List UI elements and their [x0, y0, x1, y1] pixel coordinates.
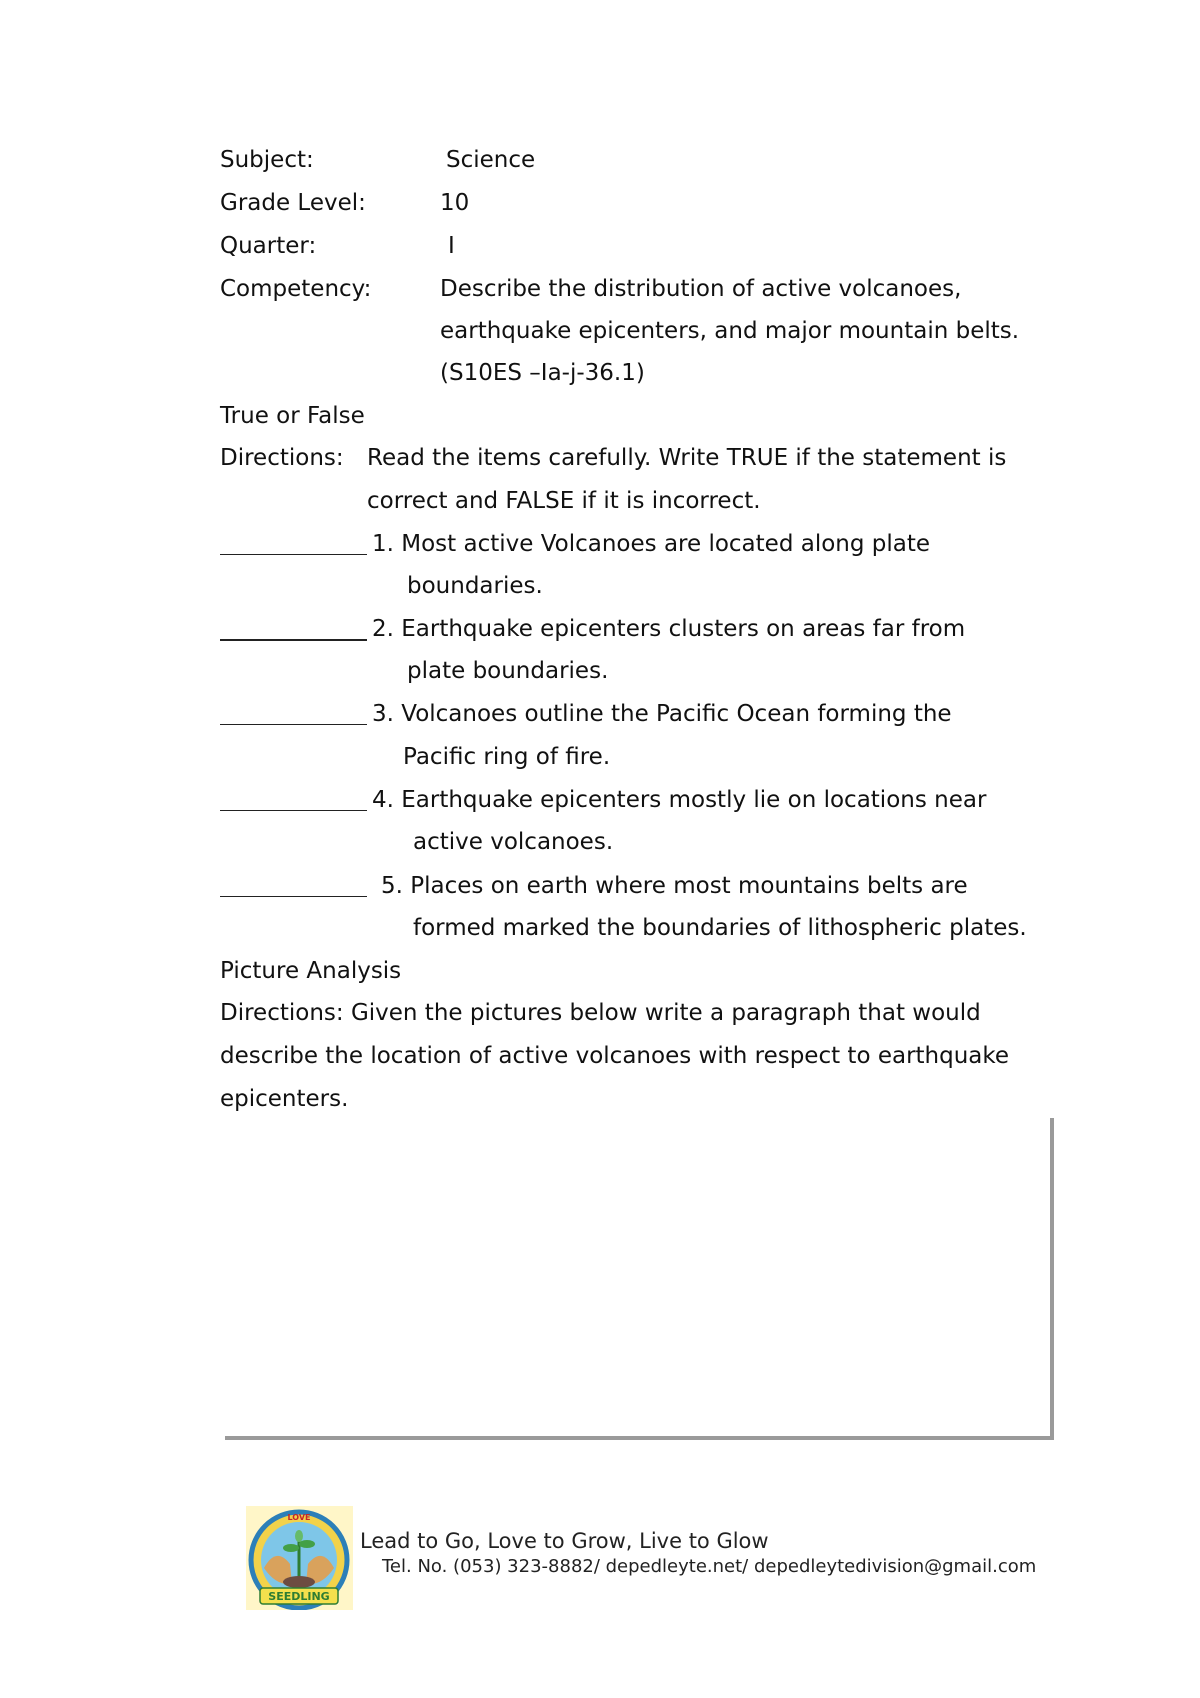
answer-blank-5[interactable]: [220, 896, 367, 897]
picture-directions: epicenters.: [220, 1086, 349, 1112]
question-2: 2. Earthquake epicenters clusters on areas far from: [372, 616, 966, 642]
footer-motto: Lead to Go, Love to Grow, Live to Glow: [360, 1529, 769, 1553]
picture-directions: describe the location of active volcanoes with respect to earthquake: [220, 1043, 1010, 1069]
section-title-picture-analysis: Picture Analysis: [220, 958, 402, 984]
directions-text: correct and FALSE if it is incorrect.: [367, 488, 761, 514]
question-3: 3. Volcanoes outline the Pacific Ocean forming the: [372, 701, 952, 727]
question-2-continued: plate boundaries.: [407, 658, 609, 684]
directions-label: Directions:: [220, 445, 344, 471]
picture-directions: Directions: Given the pictures below write a paragraph that would: [220, 1000, 981, 1026]
question-5: 5. Places on earth where most mountains belts are: [381, 873, 968, 899]
competency-line: earthquake epicenters, and major mountain belts.: [440, 318, 1020, 344]
grade-level-label: Grade Level:: [220, 190, 366, 216]
competency-line: Describe the distribution of active volcanoes,: [440, 276, 962, 302]
answer-blank-3[interactable]: [220, 724, 367, 725]
competency-code: (S10ES –Ia-j-36.1): [440, 360, 645, 386]
answer-blank-1[interactable]: [220, 554, 367, 555]
question-1-continued: boundaries.: [407, 573, 543, 599]
answer-box-right-border: [1050, 1118, 1054, 1440]
answer-blank-2[interactable]: [220, 639, 367, 641]
question-3-continued: Pacific ring of fire.: [403, 744, 611, 770]
quarter-label: Quarter:: [220, 233, 317, 259]
question-4: 4. Earthquake epicenters mostly lie on locations near: [372, 787, 987, 813]
answer-blank-4[interactable]: [220, 810, 367, 811]
subject-value: Science: [446, 147, 536, 173]
grade-level-value: 10: [440, 190, 470, 216]
seedling-logo: [246, 1506, 353, 1610]
logo-banner-text: SEEDLING: [268, 1590, 330, 1603]
answer-box-bottom-border: [225, 1436, 1054, 1440]
question-5-continued: formed marked the boundaries of lithospheric plates.: [413, 915, 1027, 941]
quarter-value: I: [448, 233, 455, 259]
subject-label: Subject:: [220, 147, 314, 173]
section-title-true-false: True or False: [220, 403, 365, 429]
question-1: 1. Most active Volcanoes are located along plate: [372, 531, 931, 557]
directions-text: Read the items carefully. Write TRUE if the statement is: [367, 445, 1007, 471]
footer-contact: Tel. No. (053) 323-8882/ depedleyte.net/ depedleytedivision@gmail.com: [382, 1556, 1037, 1577]
logo-top-text: LOVE: [287, 1513, 311, 1522]
competency-label: Competency:: [220, 276, 372, 302]
question-4-continued: active volcanoes.: [413, 829, 614, 855]
